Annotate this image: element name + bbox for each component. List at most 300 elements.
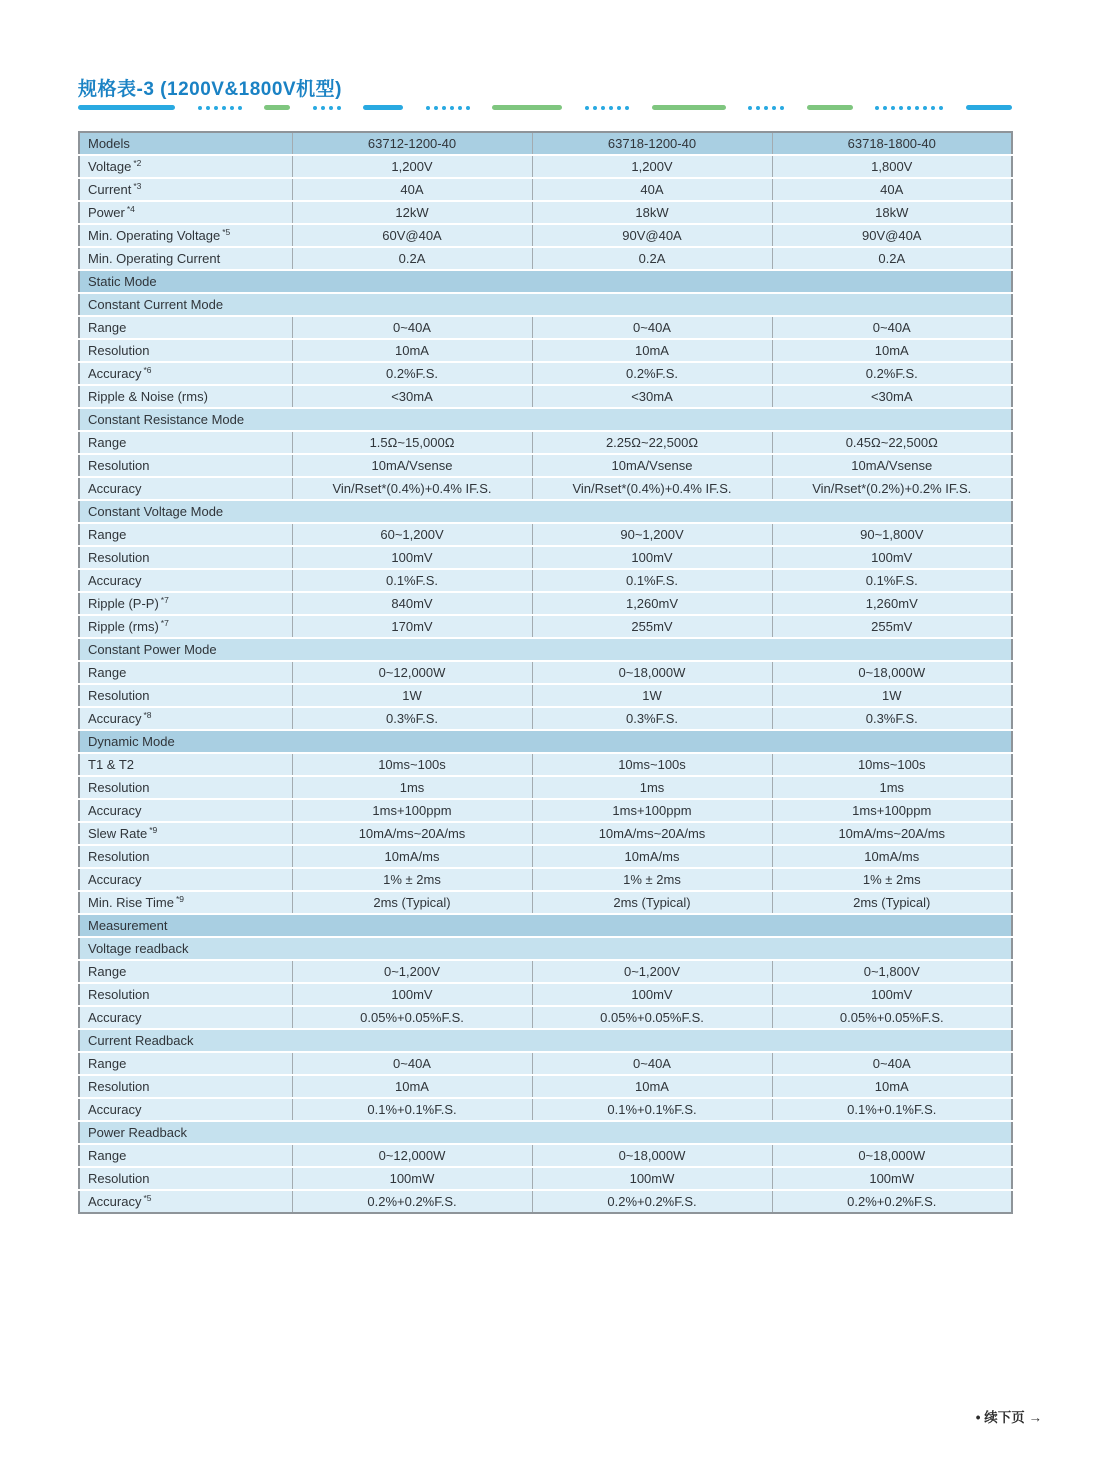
spec-row (79, 431, 1012, 454)
spec-row (79, 247, 1012, 270)
row-label-text: Accuracy (88, 366, 142, 381)
deco-dot (923, 106, 927, 110)
spec-value-cell: 0.2%F.S. (292, 362, 532, 385)
row-label-text: Ripple (P-P) (88, 596, 159, 611)
spec-value-cell: 1ms (292, 776, 532, 799)
subsection-row (79, 293, 1012, 316)
row-label (79, 201, 292, 224)
row-label-text: Models (88, 136, 130, 151)
row-label-text: Range (88, 964, 127, 979)
deco-dot (434, 106, 438, 110)
spec-row (79, 477, 1012, 500)
row-label-text: Slew Rate (88, 826, 148, 841)
subsection-row (79, 1121, 1012, 1144)
row-label-text: Range (88, 1148, 127, 1163)
row-label-text: Resolution (88, 1079, 150, 1094)
deco-dot (764, 106, 768, 110)
section-label: Voltage readback (79, 937, 1012, 960)
spec-value-cell: 0.2A (292, 247, 532, 270)
row-label-text: Resolution (88, 550, 150, 565)
spec-value-cell: 1,200V (532, 155, 772, 178)
spec-row (79, 178, 1012, 201)
deco-dot (442, 106, 446, 110)
deco-dot (609, 106, 613, 110)
deco-dot (780, 106, 784, 110)
deco-dot (875, 106, 879, 110)
deco-dot (321, 106, 325, 110)
row-label (79, 661, 292, 684)
spec-row (79, 523, 1012, 546)
spec-value-cell: 18kW (772, 201, 1012, 224)
row-label (79, 1006, 292, 1029)
row-label (79, 1098, 292, 1121)
row-label (79, 155, 292, 178)
row-label (79, 684, 292, 707)
spec-value-cell: 1ms+100ppm (772, 799, 1012, 822)
spec-row (79, 1075, 1012, 1098)
spec-row (79, 1052, 1012, 1075)
spec-value-cell: 0.2%F.S. (772, 362, 1012, 385)
row-label-text: Resolution (88, 1171, 150, 1186)
section-label: Current Readback (79, 1029, 1012, 1052)
row-label (79, 799, 292, 822)
spec-row (79, 1144, 1012, 1167)
deco-dot (915, 106, 919, 110)
spec-value-cell: 10mA/ms (532, 845, 772, 868)
spec-value-cell: 1W (292, 684, 532, 707)
spec-value-cell: 40A (532, 178, 772, 201)
row-label-text: Current (88, 182, 132, 197)
row-label (79, 546, 292, 569)
spec-value-cell: 0.1%+0.1%F.S. (772, 1098, 1012, 1121)
spec-value-cell: 2ms (Typical) (772, 891, 1012, 914)
spec-value-cell: 0.2%+0.2%F.S. (292, 1190, 532, 1213)
spec-value-cell: 170mV (292, 615, 532, 638)
spec-value-cell: 0.05%+0.05%F.S. (532, 1006, 772, 1029)
deco-dot (458, 106, 462, 110)
spec-row (79, 155, 1012, 178)
decorative-rule (78, 104, 1012, 111)
deco-dot (772, 106, 776, 110)
spec-value-cell: 1% ± 2ms (292, 868, 532, 891)
spec-value-cell: 100mW (772, 1167, 1012, 1190)
deco-dot (222, 106, 226, 110)
spec-value-cell: 0~18,000W (772, 661, 1012, 684)
deco-dot (426, 106, 430, 110)
row-label-text: Accuracy (88, 1194, 142, 1209)
row-label-text: Range (88, 665, 127, 680)
row-label (79, 339, 292, 362)
row-label-text: Range (88, 320, 127, 335)
spec-value-cell: 10mA/ms~20A/ms (772, 822, 1012, 845)
row-label (79, 592, 292, 615)
subsection-row (79, 1029, 1012, 1052)
spec-value-cell: 2ms (Typical) (292, 891, 532, 914)
row-label (79, 822, 292, 845)
spec-value-cell: 1ms (772, 776, 1012, 799)
row-label-text: Accuracy (88, 1010, 142, 1025)
spec-value-cell: 10mA (772, 339, 1012, 362)
row-label-text: Resolution (88, 458, 150, 473)
deco-dots (875, 106, 943, 110)
spec-value-cell: 0~12,000W (292, 1144, 532, 1167)
spec-row (79, 799, 1012, 822)
spec-row (79, 201, 1012, 224)
spec-value-cell: 0.2%F.S. (532, 362, 772, 385)
footnote-marker: *2 (133, 157, 142, 168)
spec-value-cell: 1ms (532, 776, 772, 799)
spec-value-cell: 10mA/ms~20A/ms (532, 822, 772, 845)
deco-dot (899, 106, 903, 110)
row-label-text: Resolution (88, 343, 150, 358)
continued-next-page-note: • 续下页 → (975, 1410, 1042, 1425)
spec-row (79, 362, 1012, 385)
spec-value-cell: 10ms~100s (772, 753, 1012, 776)
spec-value-cell: 1.5Ω~15,000Ω (292, 431, 532, 454)
deco-dots (426, 106, 470, 110)
footnote-marker: *6 (143, 364, 152, 375)
spec-row (79, 707, 1012, 730)
row-label (79, 1190, 292, 1213)
spec-value-cell: 1% ± 2ms (772, 868, 1012, 891)
spec-row (79, 1006, 1012, 1029)
row-label (79, 1167, 292, 1190)
spec-row (79, 684, 1012, 707)
row-label-text: Resolution (88, 987, 150, 1002)
spec-value-cell: 0.1%F.S. (292, 569, 532, 592)
spec-value-cell: 0.2%+0.2%F.S. (772, 1190, 1012, 1213)
spec-value-cell: 10mA (292, 1075, 532, 1098)
row-label-text: Resolution (88, 849, 150, 864)
spec-value-cell: 1,260mV (532, 592, 772, 615)
footnote-marker: *3 (133, 180, 142, 191)
deco-dots (585, 106, 629, 110)
spec-row (79, 822, 1012, 845)
row-label (79, 615, 292, 638)
spec-value-cell: <30mA (772, 385, 1012, 408)
footnote-marker: *9 (149, 824, 158, 835)
row-label (79, 132, 292, 155)
spec-value-cell: 0.3%F.S. (532, 707, 772, 730)
spec-value-cell: 100mV (772, 546, 1012, 569)
row-label (79, 983, 292, 1006)
spec-value-cell: 840mV (292, 592, 532, 615)
footnote-marker: *5 (143, 1192, 152, 1203)
row-label (79, 891, 292, 914)
deco-dash (966, 105, 1012, 110)
spec-value-cell: 0.3%F.S. (292, 707, 532, 730)
spec-value-cell: 100mW (292, 1167, 532, 1190)
spec-value-cell: 0.45Ω~22,500Ω (772, 431, 1012, 454)
row-label (79, 385, 292, 408)
model-name-cell: 63718-1800-40 (772, 132, 1012, 155)
deco-dash (807, 105, 853, 110)
deco-dot (593, 106, 597, 110)
row-label (79, 431, 292, 454)
spec-row (79, 1190, 1012, 1213)
deco-dot (907, 106, 911, 110)
footnote-marker: *4 (126, 203, 135, 214)
section-label: Constant Voltage Mode (79, 500, 1012, 523)
spec-value-cell: 0~18,000W (532, 661, 772, 684)
row-label (79, 1075, 292, 1098)
deco-dash (78, 105, 175, 110)
deco-dot (214, 106, 218, 110)
deco-dot (883, 106, 887, 110)
spec-value-cell: 10mA (532, 1075, 772, 1098)
row-label (79, 477, 292, 500)
row-label (79, 569, 292, 592)
row-label-text: Power (88, 205, 125, 220)
deco-dot (450, 106, 454, 110)
row-label-text: Range (88, 1056, 127, 1071)
spec-value-cell: 10mA/ms (292, 845, 532, 868)
row-label-text: Min. Operating Voltage (88, 228, 221, 243)
spec-value-cell: 0.05%+0.05%F.S. (292, 1006, 532, 1029)
spec-value-cell: 1W (532, 684, 772, 707)
spec-value-cell: 0~1,800V (772, 960, 1012, 983)
spec-row (79, 569, 1012, 592)
spec-value-cell: 10ms~100s (532, 753, 772, 776)
row-label-text: Accuracy (88, 711, 142, 726)
deco-dot (891, 106, 895, 110)
spec-value-cell: Vin/Rset*(0.4%)+0.4% IF.S. (532, 477, 772, 500)
row-label-text: Range (88, 527, 127, 542)
deco-dot (939, 106, 943, 110)
row-label (79, 523, 292, 546)
deco-dash (492, 105, 562, 110)
row-label-text: T1 & T2 (88, 757, 135, 772)
spec-value-cell: 0~18,000W (532, 1144, 772, 1167)
spec-row (79, 592, 1012, 615)
model-name-cell: 63712-1200-40 (292, 132, 532, 155)
deco-dot (206, 106, 210, 110)
row-label-text: Voltage (88, 159, 132, 174)
deco-dot (238, 106, 242, 110)
deco-dot (313, 106, 317, 110)
spec-value-cell: 255mV (772, 615, 1012, 638)
spec-row (79, 891, 1012, 914)
spec-row (79, 661, 1012, 684)
deco-dash (264, 105, 290, 110)
deco-dot (230, 106, 234, 110)
section-label: Constant Resistance Mode (79, 408, 1012, 431)
deco-dot (756, 106, 760, 110)
spec-value-cell: 100mW (532, 1167, 772, 1190)
model-name-cell: 63718-1200-40 (532, 132, 772, 155)
footnote-marker: *5 (222, 226, 231, 237)
footnote-marker: *8 (143, 709, 152, 720)
deco-dot (198, 106, 202, 110)
row-label (79, 753, 292, 776)
spec-value-cell: 60~1,200V (292, 523, 532, 546)
subsection-row (79, 638, 1012, 661)
section-label: Constant Power Mode (79, 638, 1012, 661)
spec-value-cell: 18kW (532, 201, 772, 224)
spec-row (79, 845, 1012, 868)
row-label (79, 362, 292, 385)
row-label (79, 960, 292, 983)
spec-value-cell: 10ms~100s (292, 753, 532, 776)
spec-table-body (79, 132, 1012, 1213)
row-label (79, 845, 292, 868)
spec-row (79, 868, 1012, 891)
spec-value-cell: 12kW (292, 201, 532, 224)
row-label-text: Ripple & Noise (rms) (88, 389, 208, 404)
section-row (79, 914, 1012, 937)
row-label (79, 316, 292, 339)
spec-value-cell: Vin/Rset*(0.4%)+0.4% IF.S. (292, 477, 532, 500)
spec-value-cell: 10mA/Vsense (292, 454, 532, 477)
spec-value-cell: 40A (292, 178, 532, 201)
deco-dot (625, 106, 629, 110)
row-label (79, 224, 292, 247)
spec-row (79, 454, 1012, 477)
spec-value-cell: 0.1%F.S. (532, 569, 772, 592)
spec-value-cell: 1,200V (292, 155, 532, 178)
spec-value-cell: 1,260mV (772, 592, 1012, 615)
row-label (79, 1144, 292, 1167)
section-label: Measurement (79, 914, 1012, 937)
section-label: Static Mode (79, 270, 1012, 293)
row-label-text: Min. Operating Current (88, 251, 221, 266)
row-label-text: Accuracy (88, 803, 142, 818)
spec-value-cell: 90V@40A (772, 224, 1012, 247)
deco-dots (198, 106, 242, 110)
spec-value-cell: 90~1,800V (772, 523, 1012, 546)
section-row (79, 270, 1012, 293)
spec-value-cell: 90~1,200V (532, 523, 772, 546)
spec-value-cell: 0~12,000W (292, 661, 532, 684)
deco-dot (601, 106, 605, 110)
spec-value-cell: 2ms (Typical) (532, 891, 772, 914)
spec-value-cell: 10mA (292, 339, 532, 362)
row-label (79, 247, 292, 270)
spec-row (79, 776, 1012, 799)
deco-dot (748, 106, 752, 110)
deco-dot (617, 106, 621, 110)
deco-dot (931, 106, 935, 110)
spec-value-cell: 10mA/Vsense (772, 454, 1012, 477)
section-row (79, 730, 1012, 753)
spec-value-cell: 2.25Ω~22,500Ω (532, 431, 772, 454)
spec-value-cell: 40A (772, 178, 1012, 201)
spec-row (79, 753, 1012, 776)
row-label-text: Accuracy (88, 481, 142, 496)
spec-value-cell: 1% ± 2ms (532, 868, 772, 891)
spec-value-cell: 0.1%+0.1%F.S. (292, 1098, 532, 1121)
spec-value-cell: 0~40A (772, 316, 1012, 339)
spec-value-cell: 100mV (532, 983, 772, 1006)
spec-row (79, 385, 1012, 408)
spec-value-cell: 100mV (292, 546, 532, 569)
spec-value-cell: 0~40A (292, 1052, 532, 1075)
deco-dot (329, 106, 333, 110)
spec-value-cell: <30mA (532, 385, 772, 408)
spec-value-cell: <30mA (292, 385, 532, 408)
footnote-marker: *7 (160, 594, 169, 605)
spec-value-cell: 10mA (772, 1075, 1012, 1098)
spec-value-cell: 0.2A (532, 247, 772, 270)
deco-dots (748, 106, 784, 110)
subsection-row (79, 408, 1012, 431)
spec-row (79, 960, 1012, 983)
spec-value-cell: 0~40A (532, 316, 772, 339)
subsection-row (79, 500, 1012, 523)
spec-value-cell: 0~1,200V (292, 960, 532, 983)
spec-value-cell: 90V@40A (532, 224, 772, 247)
deco-dash (652, 105, 726, 110)
footnote-marker: *9 (175, 893, 185, 904)
deco-dot (585, 106, 589, 110)
row-label (79, 178, 292, 201)
spec-row (79, 983, 1012, 1006)
spec-row (79, 1098, 1012, 1121)
row-label-text: Accuracy (88, 573, 142, 588)
spec-value-cell: 255mV (532, 615, 772, 638)
spec-value-cell: 0.2%+0.2%F.S. (532, 1190, 772, 1213)
row-label (79, 454, 292, 477)
spec-value-cell: 1ms+100ppm (532, 799, 772, 822)
spec-row (79, 316, 1012, 339)
models-header-row (79, 132, 1012, 155)
spec-value-cell: 100mV (532, 546, 772, 569)
spec-value-cell: 100mV (292, 983, 532, 1006)
row-label-text: Accuracy (88, 1102, 142, 1117)
spec-row (79, 224, 1012, 247)
spec-value-cell: 10mA (532, 339, 772, 362)
deco-dots (313, 106, 341, 110)
spec-value-cell: 60V@40A (292, 224, 532, 247)
section-label: Dynamic Mode (79, 730, 1012, 753)
spec-row (79, 1167, 1012, 1190)
spec-value-cell: 0.1%+0.1%F.S. (532, 1098, 772, 1121)
spec-value-cell: 0.1%F.S. (772, 569, 1012, 592)
spec-value-cell: 0.2A (772, 247, 1012, 270)
page-title: 规格表-3 (1200V&1800V机型) (78, 79, 342, 100)
row-label (79, 1052, 292, 1075)
spec-value-cell: Vin/Rset*(0.2%)+0.2% IF.S. (772, 477, 1012, 500)
spec-row (79, 615, 1012, 638)
spec-value-cell: 1W (772, 684, 1012, 707)
row-label-text: Resolution (88, 688, 150, 703)
deco-dot (466, 106, 470, 110)
row-label-text: Accuracy (88, 872, 142, 887)
spec-table (78, 131, 1013, 1214)
row-label-text: Resolution (88, 780, 150, 795)
footnote-marker: *7 (160, 617, 169, 628)
spec-row (79, 546, 1012, 569)
spec-value-cell: 0~1,200V (532, 960, 772, 983)
spec-value-cell: 10mA/ms~20A/ms (292, 822, 532, 845)
spec-value-cell: 0~40A (292, 316, 532, 339)
spec-value-cell: 10mA/ms (772, 845, 1012, 868)
spec-value-cell: 0~40A (772, 1052, 1012, 1075)
spec-row (79, 339, 1012, 362)
row-label-text: Min. Rise Time (88, 895, 174, 910)
row-label (79, 707, 292, 730)
row-label-text: Range (88, 435, 127, 450)
subsection-row (79, 937, 1012, 960)
spec-value-cell: 10mA/Vsense (532, 454, 772, 477)
spec-value-cell: 1,800V (772, 155, 1012, 178)
spec-value-cell: 1ms+100ppm (292, 799, 532, 822)
section-label: Constant Current Mode (79, 293, 1012, 316)
spec-value-cell: 0~40A (532, 1052, 772, 1075)
spec-value-cell: 0~18,000W (772, 1144, 1012, 1167)
section-label: Power Readback (79, 1121, 1012, 1144)
spec-value-cell: 100mV (772, 983, 1012, 1006)
